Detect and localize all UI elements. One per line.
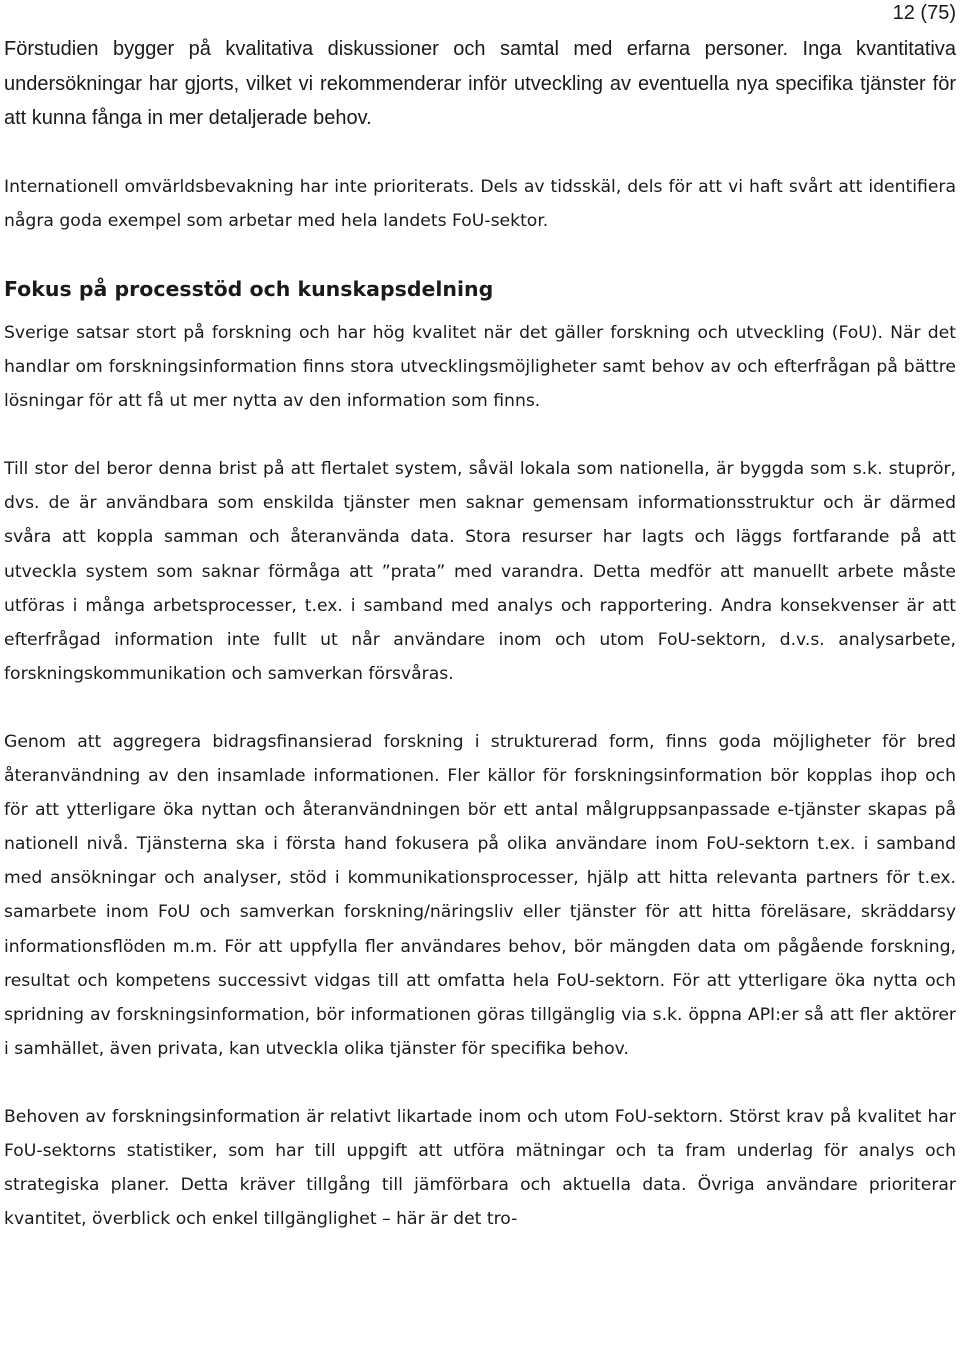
section-heading: Fokus på processtöd och kunskapsdelning — [4, 276, 494, 301]
section-paragraph-3: Genom att aggregera bidragsfinansierad forskning i strukturerad form, finns goda möjligheter för bred återanvändning av den insamlade informationen. Fler källor för forskningsinformation bör kopplas ihop och för att ytterligare öka nyttan och återanvändningen bör ett antal målgruppsanpassade e-tjänster skapas på nationell nivå. Tjänsterna ska i första hand fokusera på olika användare inom FoU-sektorn t.ex. i samband med ansökningar och analyser, stöd i kommunikationsprocesser, hjälp att hitta relevanta partners för t.ex. samarbete inom FoU och samverkan forskning/näringsliv eller tjänster för att hitta föreläsare, skräddarsy informationsflöden m.m. För att uppfylla fler användares behov, bör mängden data om pågående forskning, resultat och kompetens successivt vidgas till att omfatta hela FoU-sektorn. För att ytterligare öka nytta och spridning av forskningsinformation, bör informationen göras tillgänglig via s.k. öppna API:er så att fler aktörer i samhället, även privata, kan utveckla olika tjänster för specifika behov. — [4, 732, 956, 1059]
intro-paragraph-2: Internationell omvärldsbevakning har inte prioriterats. Dels av tidsskäl, dels för att vi haft svårt att identifiera några goda exempel som arbetar med hela landets FoU-sektor. — [4, 176, 956, 231]
section-paragraph-4: Behoven av forskningsinformation är relativt likartade inom och utom FoU-sektorn. Störst krav på kvalitet har FoU-sektorns statistiker, som har till uppgift att utföra mätningar och ta fram underlag för analys och strategiska planer. Detta kräver tillgång till jämförbara och aktuella data. Övriga användare prioriterar kvantitet, överblick och enkel tillgänglighet – här är det tro- — [4, 1107, 956, 1230]
section-paragraph-1: Sverige satsar stort på forskning och har hög kvalitet när det gäller forskning och utveckling (FoU). När det handlar om forskningsinformation finns stora utvecklingsmöjligheter samt behov av och efterfrågan på bättre lösningar för att få ut mer nytta av den information som finns. — [4, 322, 956, 412]
intro-paragraph-1: Förstudien bygger på kvalitativa diskussioner och samtal med erfarna personer. Inga kvantitativa undersökningar har gjorts, vilket vi rekommenderar inför utveckling av eventuella nya specifika tjänster för att kunna fånga in mer detaljerade behov. — [4, 38, 956, 129]
page-number: 12 (75) — [892, 2, 956, 24]
page-content — [4, 32, 956, 1271]
section-paragraph-2: Till stor del beror denna brist på att flertalet system, såväl lokala som nationella, är byggda som s.k. stuprör, dvs. de är användbara som enskilda tjänster men saknar gemensam informationsstruktur och är därmed svåra att koppla samman och återanvända data. Stora resurser har lagts och läggs fortfarande på att utveckla system som saknar förmåga att ”prata” med varandra. Detta medför att manuellt arbete måste utföras i många arbetsprocesser, t.ex. i samband med analys och rapportering. Andra konsekvenser är att efterfrågad information inte fullt ut når användare inom och utom FoU-sektorn, d.v.s. analysarbete, forskningskommunikation och samverkan försvåras. — [4, 459, 956, 684]
